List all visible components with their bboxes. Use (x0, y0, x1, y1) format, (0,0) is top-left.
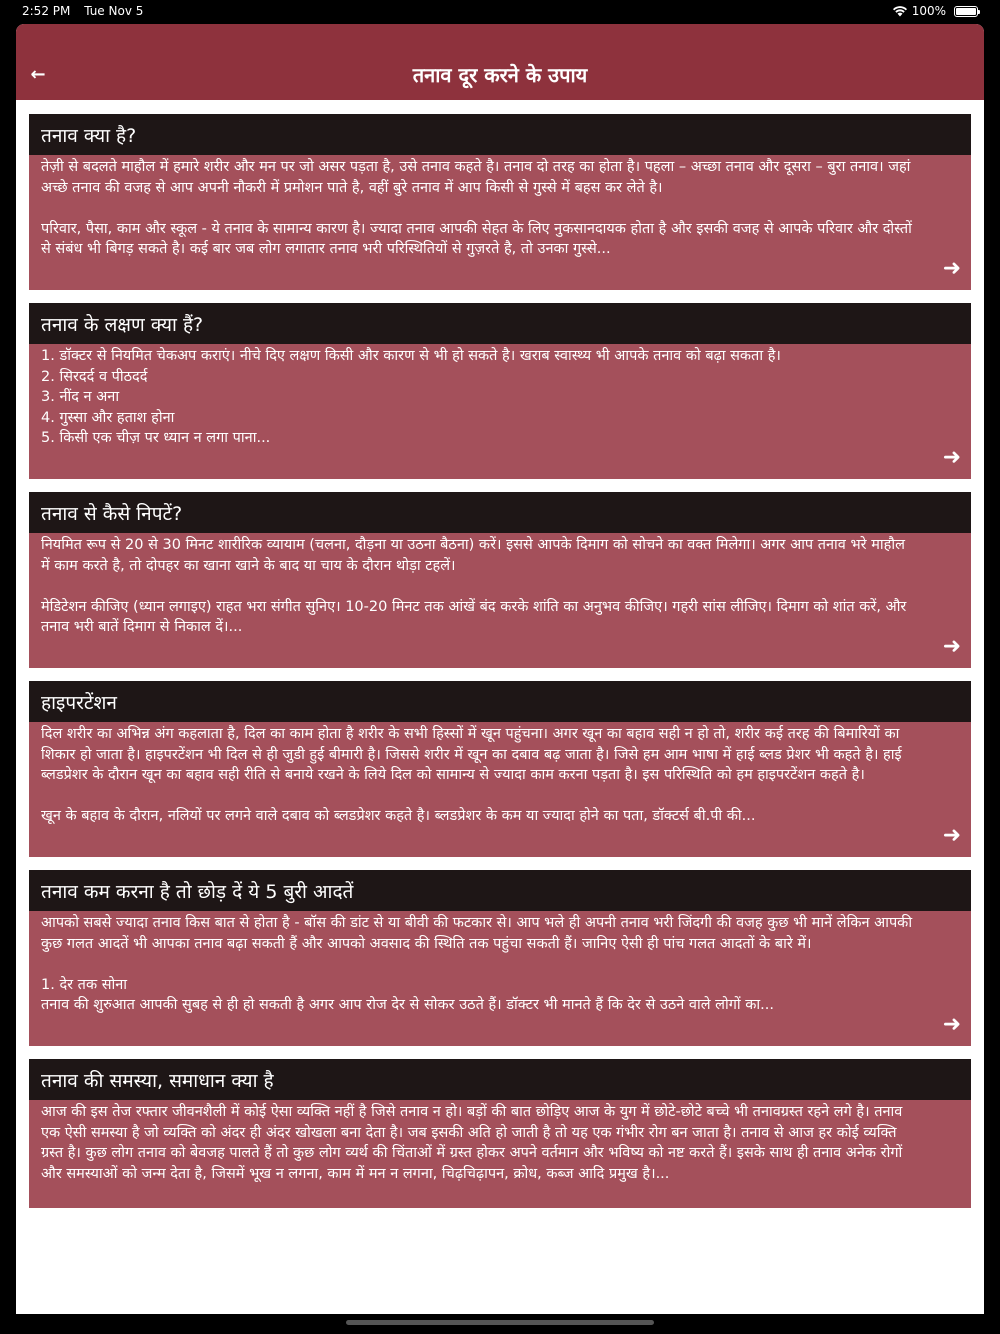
status-right (892, 4, 978, 18)
article-card[interactable] (29, 870, 971, 1046)
page-title: तनाव दूर करने के उपाय (412, 63, 588, 87)
home-indicator[interactable] (346, 1320, 654, 1325)
arrow-right-icon[interactable]: ➜ (942, 445, 961, 470)
card-excerpt: तेज़ी से बदलते माहौल में हमारे शरीर और मन पर जो असर पड़ता है, उसे तनाव कहते है। तनाव दो तरह का होता है। पहला – अच्छा तनाव और दूसरा – बुरा तनाव। जहां अच्छे तनाव की वजह से आप अपनी नौकरी में प्रमोशन पाते है, वहीं बुरे तनाव में आप किसी से गुस्से में बहस कर लेते है। परिवार, पैसा, काम और स्कूल - ये तनाव के सामान्य कारण है। ज्यादा तनाव आपकी सेहत के लिए नुकसानदायक होता है और इसकी वजह से आपके परिवार और दोस्तों से संबंध भी बिगड़ सकते है। कई बार जब लोग लगातार तनाव भरी परिस्थितियों से गुज़रते है, तो उनका गुस्से... (41, 159, 912, 258)
card-title: तनाव की समस्या, समाधान क्या है (41, 1069, 274, 1092)
battery-icon (954, 6, 978, 17)
card-excerpt: आपको सबसे ज्यादा तनाव किस बात से होता है - बॉस की डांट से या बीवी की फटकार से। आप भले ही अपनी तनाव भरी जिंदगी की वजह कुछ भी मानें लेकिन आपकी कुछ गलत आदतें भी आपका तनाव बढ़ा सकती हैं और आपको अवसाद की स्थिति तक पहुंचा सकती हैं। जानिए ऐसी ही पांच गलत आदतों के बारे में। 1. देर तक सोना तनाव की शुरुआत आपकी सुबह से ही हो सकती है अगर आप रोज देर से सोकर उठते हैं। डॉक्टर भी मानते हैं कि देर से उठने वाले लोगों का... (41, 915, 913, 1014)
status-left (22, 4, 153, 18)
card-title: हाइपरटेंशन (41, 691, 117, 714)
article-card[interactable] (29, 303, 971, 479)
card-header (29, 1059, 971, 1100)
status-time: 2:52 PM (22, 4, 71, 18)
card-header (29, 870, 971, 911)
card-header (29, 492, 971, 533)
card-excerpt: दिल शरीर का अभिन्न अंग कहलाता है, दिल का काम होता है शरीर के सभी हिस्सों में खून पहुंचना। अगर खून का बहाव सही न हो तो, शरीर कई तरह की बिमारियों का शिकार हो जाता है। हाइपरटेंशन भी दिल से ही जुडी हुई बीमारी है। जिससे शरीर में खून का दबाव बढ़ जाता है। जिसे हम आम भाषा में हाई ब्लड प्रेशर भी कहते है। हाई ब्लडप्रेशर के दौरान खून का बहाव सही रीति से बनाये रखने के लिये दिल को सामान्य से ज्यादा काम करना पड़ता है। इस परिस्थिति को हम हाइपरटेंशन कहते है। खून के बहाव के दौरान, नलियों पर लगने वाले दबाव को ब्लडप्रेशर कहते है। ब्लडप्रेशर के कम या ज्यादा होने का पता, डॉक्टर्स बी.पी की... (41, 726, 902, 825)
card-title: तनाव कम करना है तो छोड़ दें ये 5 बुरी आदतें (41, 880, 354, 903)
arrow-right-icon[interactable]: ➜ (942, 823, 961, 848)
card-title: तनाव के लक्षण क्या हैं? (41, 313, 204, 336)
card-header (29, 681, 971, 722)
status-date: Tue Nov 5 (84, 4, 144, 18)
article-card[interactable] (29, 492, 971, 668)
article-card[interactable] (29, 1059, 971, 1208)
back-arrow-icon[interactable]: ← (30, 63, 46, 85)
wifi-icon (892, 5, 908, 17)
battery-percent: 100% (911, 4, 946, 18)
card-header (29, 114, 971, 155)
arrow-right-icon[interactable]: ➜ (942, 1012, 961, 1037)
card-excerpt: 1. डॉक्टर से नियमित चेकअप कराएं। नीचे दिए लक्षण किसी और कारण से भी हो सकते है। खराब स्वास्थ्य भी आपके तनाव को बढ़ा सकता है। 2. सिरदर्द व पीठदर्द 3. नींद न अना 4. गुस्सा और हताश होना 5. किसी एक चीज़ पर ध्यान न लगा पाना... (41, 348, 781, 447)
card-title: तनाव से कैसे निपटें? (41, 502, 183, 525)
card-header (29, 303, 971, 344)
article-card[interactable] (29, 114, 971, 290)
card-title: तनाव क्या है? (41, 124, 137, 147)
nav-bar (16, 24, 984, 100)
status-bar (0, 0, 1000, 22)
article-card[interactable] (29, 681, 971, 857)
card-excerpt: आज की इस तेज रफ्तार जीवनशैली में कोई ऐसा व्यक्ति नहीं है जिसे तनाव न हो। बड़ों की बात छोड़िए आज के युग में छोटे-छोटे बच्चे भी तनावग्रस्त रहने लगे है। तनाव एक ऐसी समस्या है जो व्यक्ति को अंदर ही अंदर खोखला बना देता है। जब इसकी अति हो जाती है तो यह एक गंभीर रोग बन जाता है। तनाव से आज हर कोई व्यक्ति ग्रस्त है। कुछ लोग तनाव को बेवजह पालते हैं तो कुछ लोग व्यर्थ की चिंताओं में ग्रस्त होकर अपने वर्तमान और भविष्य को नष्ट करते हैं। इसके साथ ही तनाव अनेक रोगों और समस्याओं को जन्म देता है, जिसमें भूख न लगना, काम में मन न लगना, चिढ़चिढ़ापन, क्रोध, कब्ज आदि प्रमुख है।... (41, 1104, 903, 1182)
arrow-right-icon[interactable]: ➜ (942, 256, 961, 281)
card-excerpt: नियमित रूप से 20 से 30 मिनट शारीरिक व्यायाम (चलना, दौड़ना या उठना बैठना) करें। इससे आपके दिमाग को सोचने का वक्त मिलेगा। अगर आप तनाव भरे माहौल में काम करते है, तो दोपहर का खाना खाने के बाद या चाय के दौरान थोड़ा टहलें। मेडिटेशन कीजिए (ध्यान लगाइए) राहत भरा संगीत सुनिए। 10-20 मिनट तक आंखें बंद करके शांति का अनुभव कीजिए। गहरी सांस लीजिए। दिमाग को शांत करें, और तनाव भरी बातें दिमाग से निकाल दें।... (41, 537, 907, 636)
arrow-right-icon[interactable]: ➜ (942, 634, 961, 659)
